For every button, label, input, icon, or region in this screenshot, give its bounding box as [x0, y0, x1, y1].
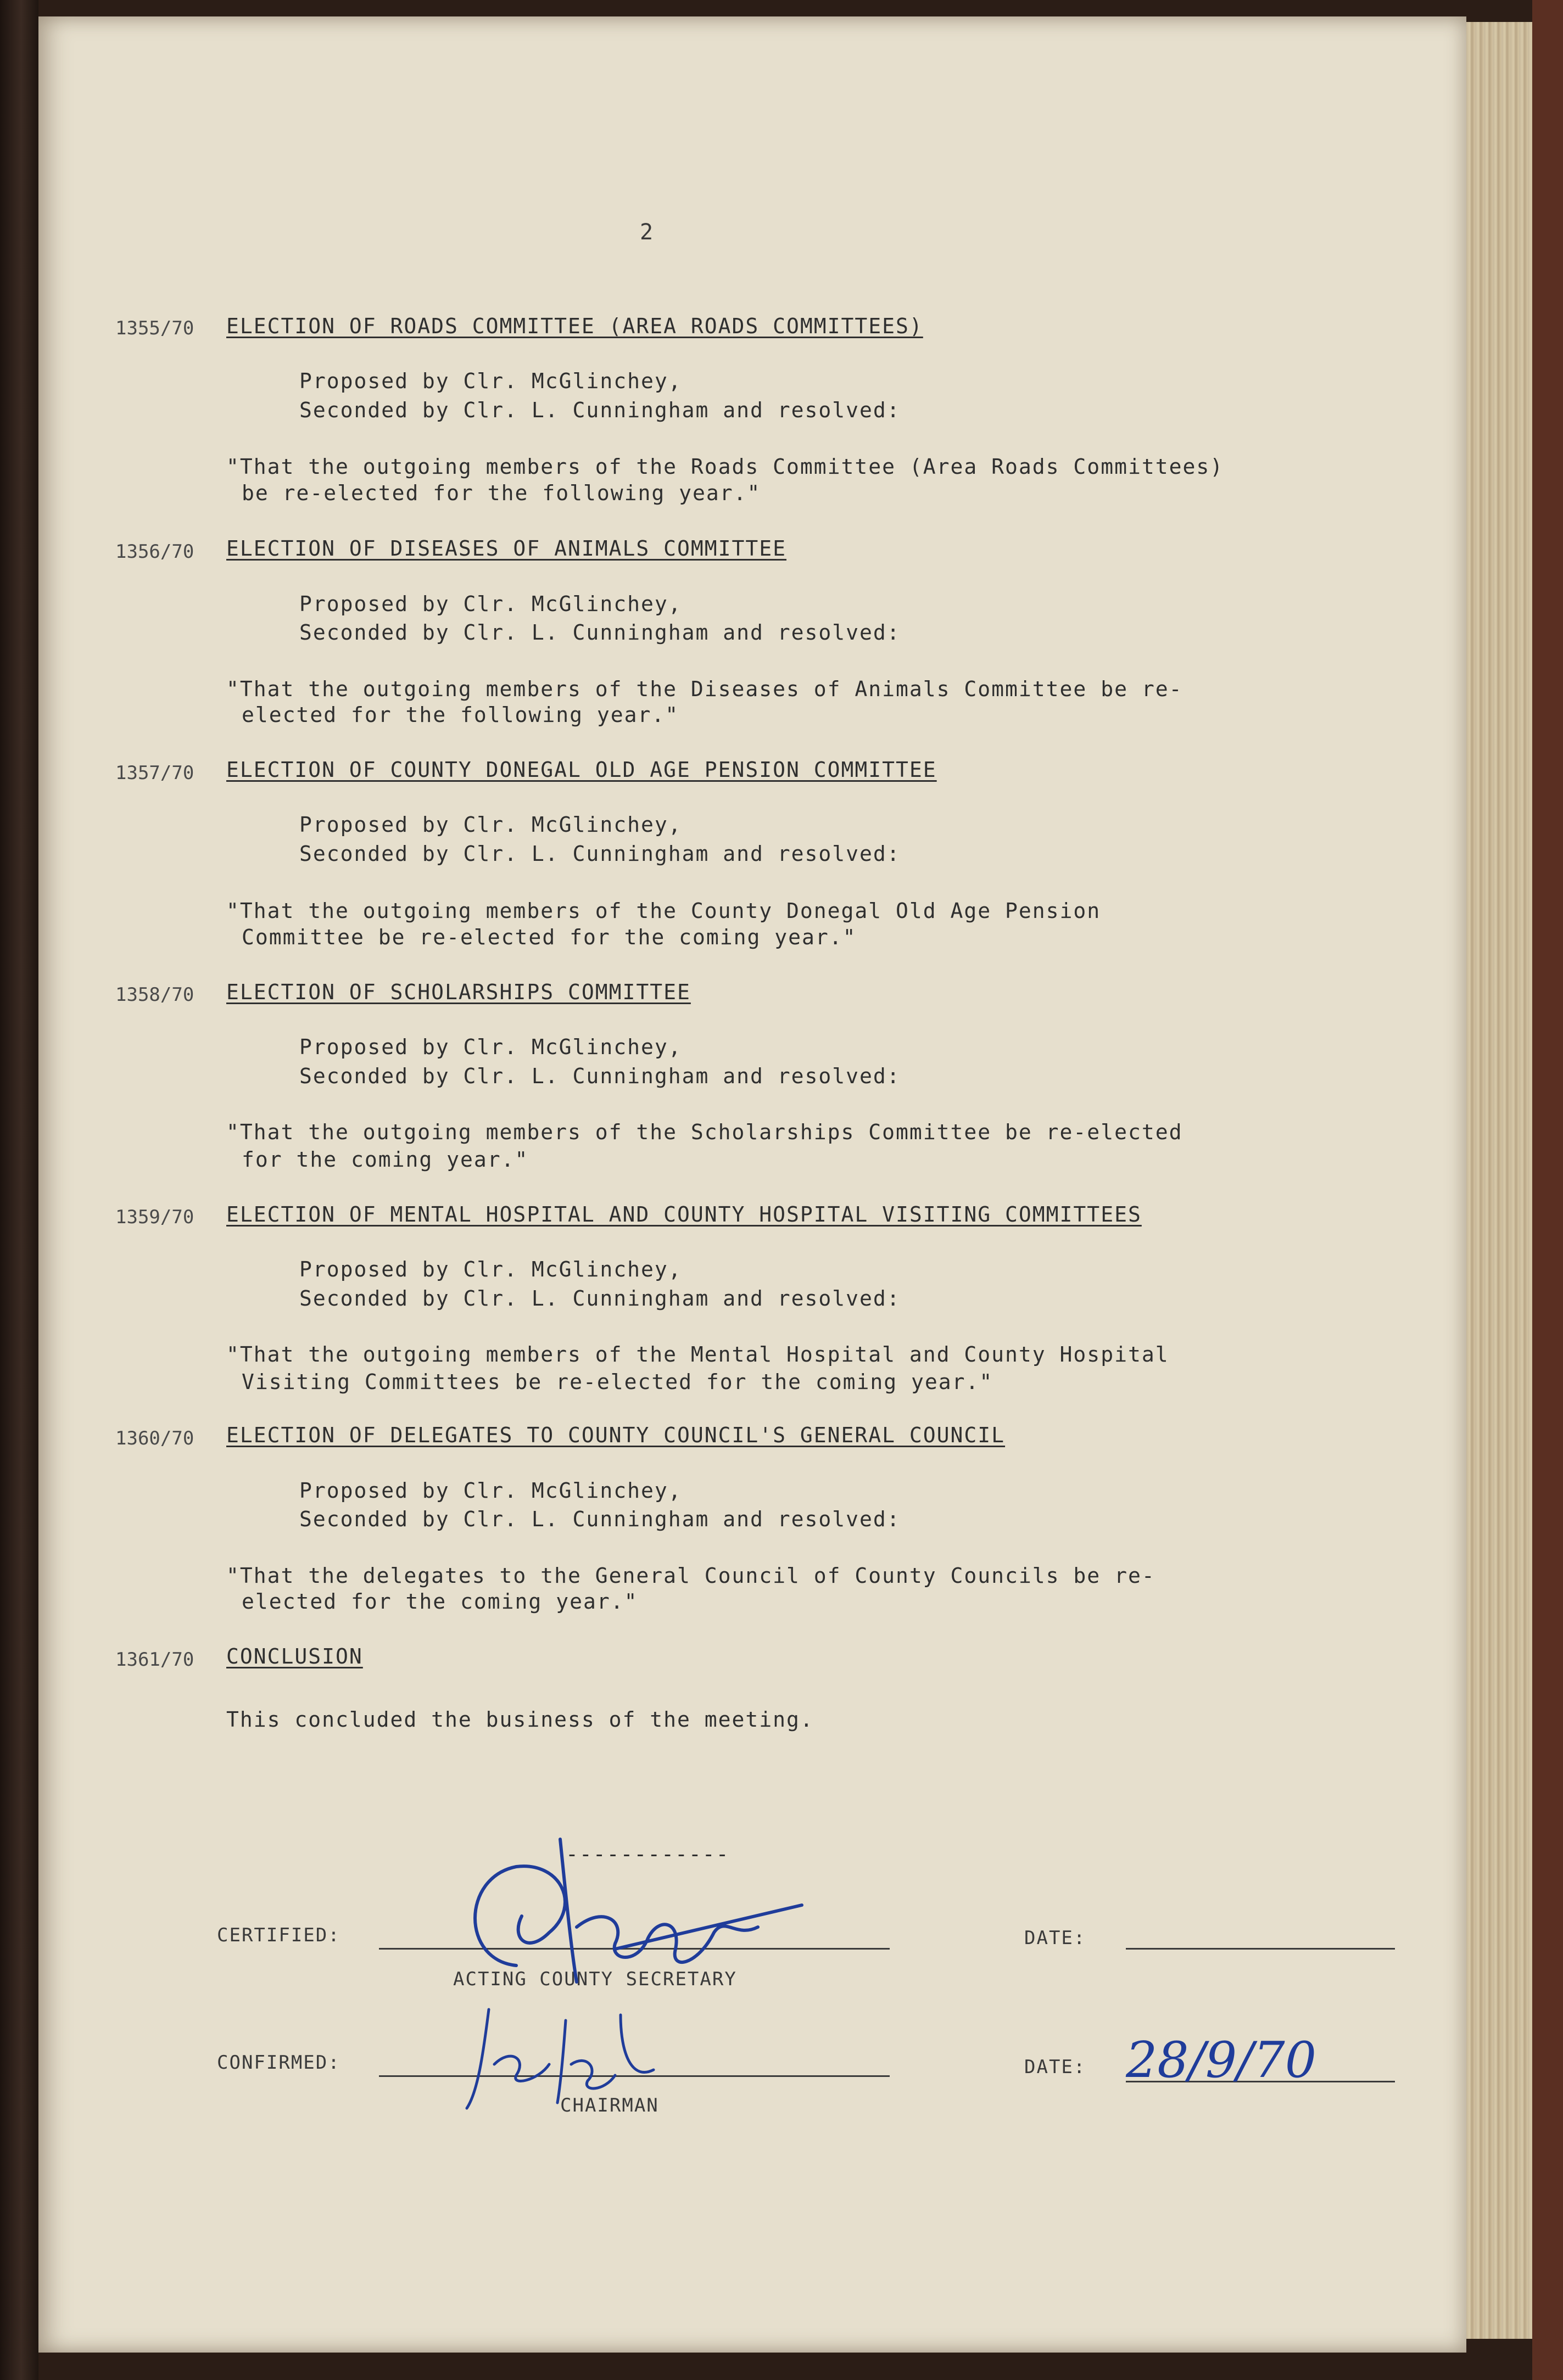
certified-label: CERTIFIED: [217, 1924, 340, 1946]
seconded-line: Seconded by Clr. L. Cunningham and resolved: [299, 1064, 901, 1088]
resolution-line: "That the outgoing members of the Scholarships Committee be re-elected [226, 1120, 1183, 1144]
minute-heading: ELECTION OF SCHOLARSHIPS COMMITTEE [226, 980, 691, 1004]
minute-number: 1358/70 [115, 984, 194, 1006]
minute-number: 1356/70 [115, 541, 194, 563]
resolution-line: elected for the following year." [242, 703, 679, 727]
certified-signature-scribble [450, 1828, 813, 1993]
resolution-line: "That the outgoing members of the Roads Committee (Area Roads Committees) [226, 455, 1224, 479]
page-stack-edge [1466, 22, 1532, 2339]
proposed-line: Proposed by Clr. McGlinchey, [299, 1479, 682, 1503]
confirmed-label: CONFIRMED: [217, 2052, 340, 2074]
minute-heading: ELECTION OF COUNTY DONEGAL OLD AGE PENSION COMMITTEE [226, 758, 937, 782]
minute-number: 1357/70 [115, 762, 194, 784]
ledger-page [38, 16, 1466, 2353]
proposed-line: Proposed by Clr. McGlinchey, [299, 813, 682, 837]
seconded-line: Seconded by Clr. L. Cunningham and resolved: [299, 620, 901, 645]
proposed-line: Proposed by Clr. McGlinchey, [299, 1257, 682, 1281]
minute-heading: ELECTION OF ROADS COMMITTEE (AREA ROADS COMMITTEES) [226, 314, 923, 338]
proposed-line: Proposed by Clr. McGlinchey, [299, 369, 682, 393]
conclusion-text: This concluded the business of the meeting. [226, 1707, 814, 1732]
book-cover-edge [1532, 0, 1563, 2380]
date-label: DATE: [1024, 1927, 1086, 1949]
handwritten-date: 28/9/70 [1126, 2031, 1316, 2089]
resolution-line: "That the outgoing members of the County Donegal Old Age Pension [226, 899, 1101, 923]
seconded-line: Seconded by Clr. L. Cunningham and resolved: [299, 842, 901, 866]
resolution-line: "That the outgoing members of the Diseases of Animals Committee be re- [226, 677, 1183, 701]
resolution-line: "That the delegates to the General Council of County Councils be re- [226, 1564, 1155, 1588]
minute-heading: CONCLUSION [226, 1644, 363, 1668]
seconded-line: Seconded by Clr. L. Cunningham and resolved: [299, 398, 901, 422]
date-label: DATE: [1024, 2056, 1086, 2078]
seconded-line: Seconded by Clr. L. Cunningham and resolved: [299, 1507, 901, 1531]
proposed-line: Proposed by Clr. McGlinchey, [299, 1035, 682, 1059]
page-number: 2 [640, 220, 654, 245]
resolution-line: elected for the coming year." [242, 1589, 638, 1614]
resolution-line: Visiting Committees be re-elected for the coming year." [242, 1370, 993, 1394]
minute-number: 1361/70 [115, 1649, 194, 1671]
minute-heading: ELECTION OF MENTAL HOSPITAL AND COUNTY HOSPITAL VISITING COMMITTEES [226, 1202, 1142, 1227]
resolution-line: for the coming year." [242, 1147, 529, 1172]
signature-dashes: ------------ [566, 1842, 730, 1866]
minute-heading: ELECTION OF DELEGATES TO COUNTY COUNCIL'S GENERAL COUNCIL [226, 1423, 1006, 1447]
book-binding [0, 0, 38, 2380]
resolution-line: "That the outgoing members of the Mental Hospital and County Hospital [226, 1342, 1169, 1367]
date-line [1126, 1948, 1395, 1950]
resolution-line: Committee be re-elected for the coming year." [242, 925, 857, 949]
resolution-line: be re-elected for the following year." [242, 481, 761, 505]
minute-number: 1360/70 [115, 1427, 194, 1449]
confirmed-role: CHAIRMAN [560, 2095, 659, 2116]
seconded-line: Seconded by Clr. L. Cunningham and resolved: [299, 1286, 901, 1311]
confirmed-signature-scribble [456, 1998, 686, 2119]
minute-number: 1355/70 [115, 317, 194, 339]
proposed-line: Proposed by Clr. McGlinchey, [299, 592, 682, 616]
minute-heading: ELECTION OF DISEASES OF ANIMALS COMMITTEE [226, 536, 786, 561]
certified-role: ACTING COUNTY SECRETARY [453, 1968, 737, 1990]
minute-number: 1359/70 [115, 1206, 194, 1228]
